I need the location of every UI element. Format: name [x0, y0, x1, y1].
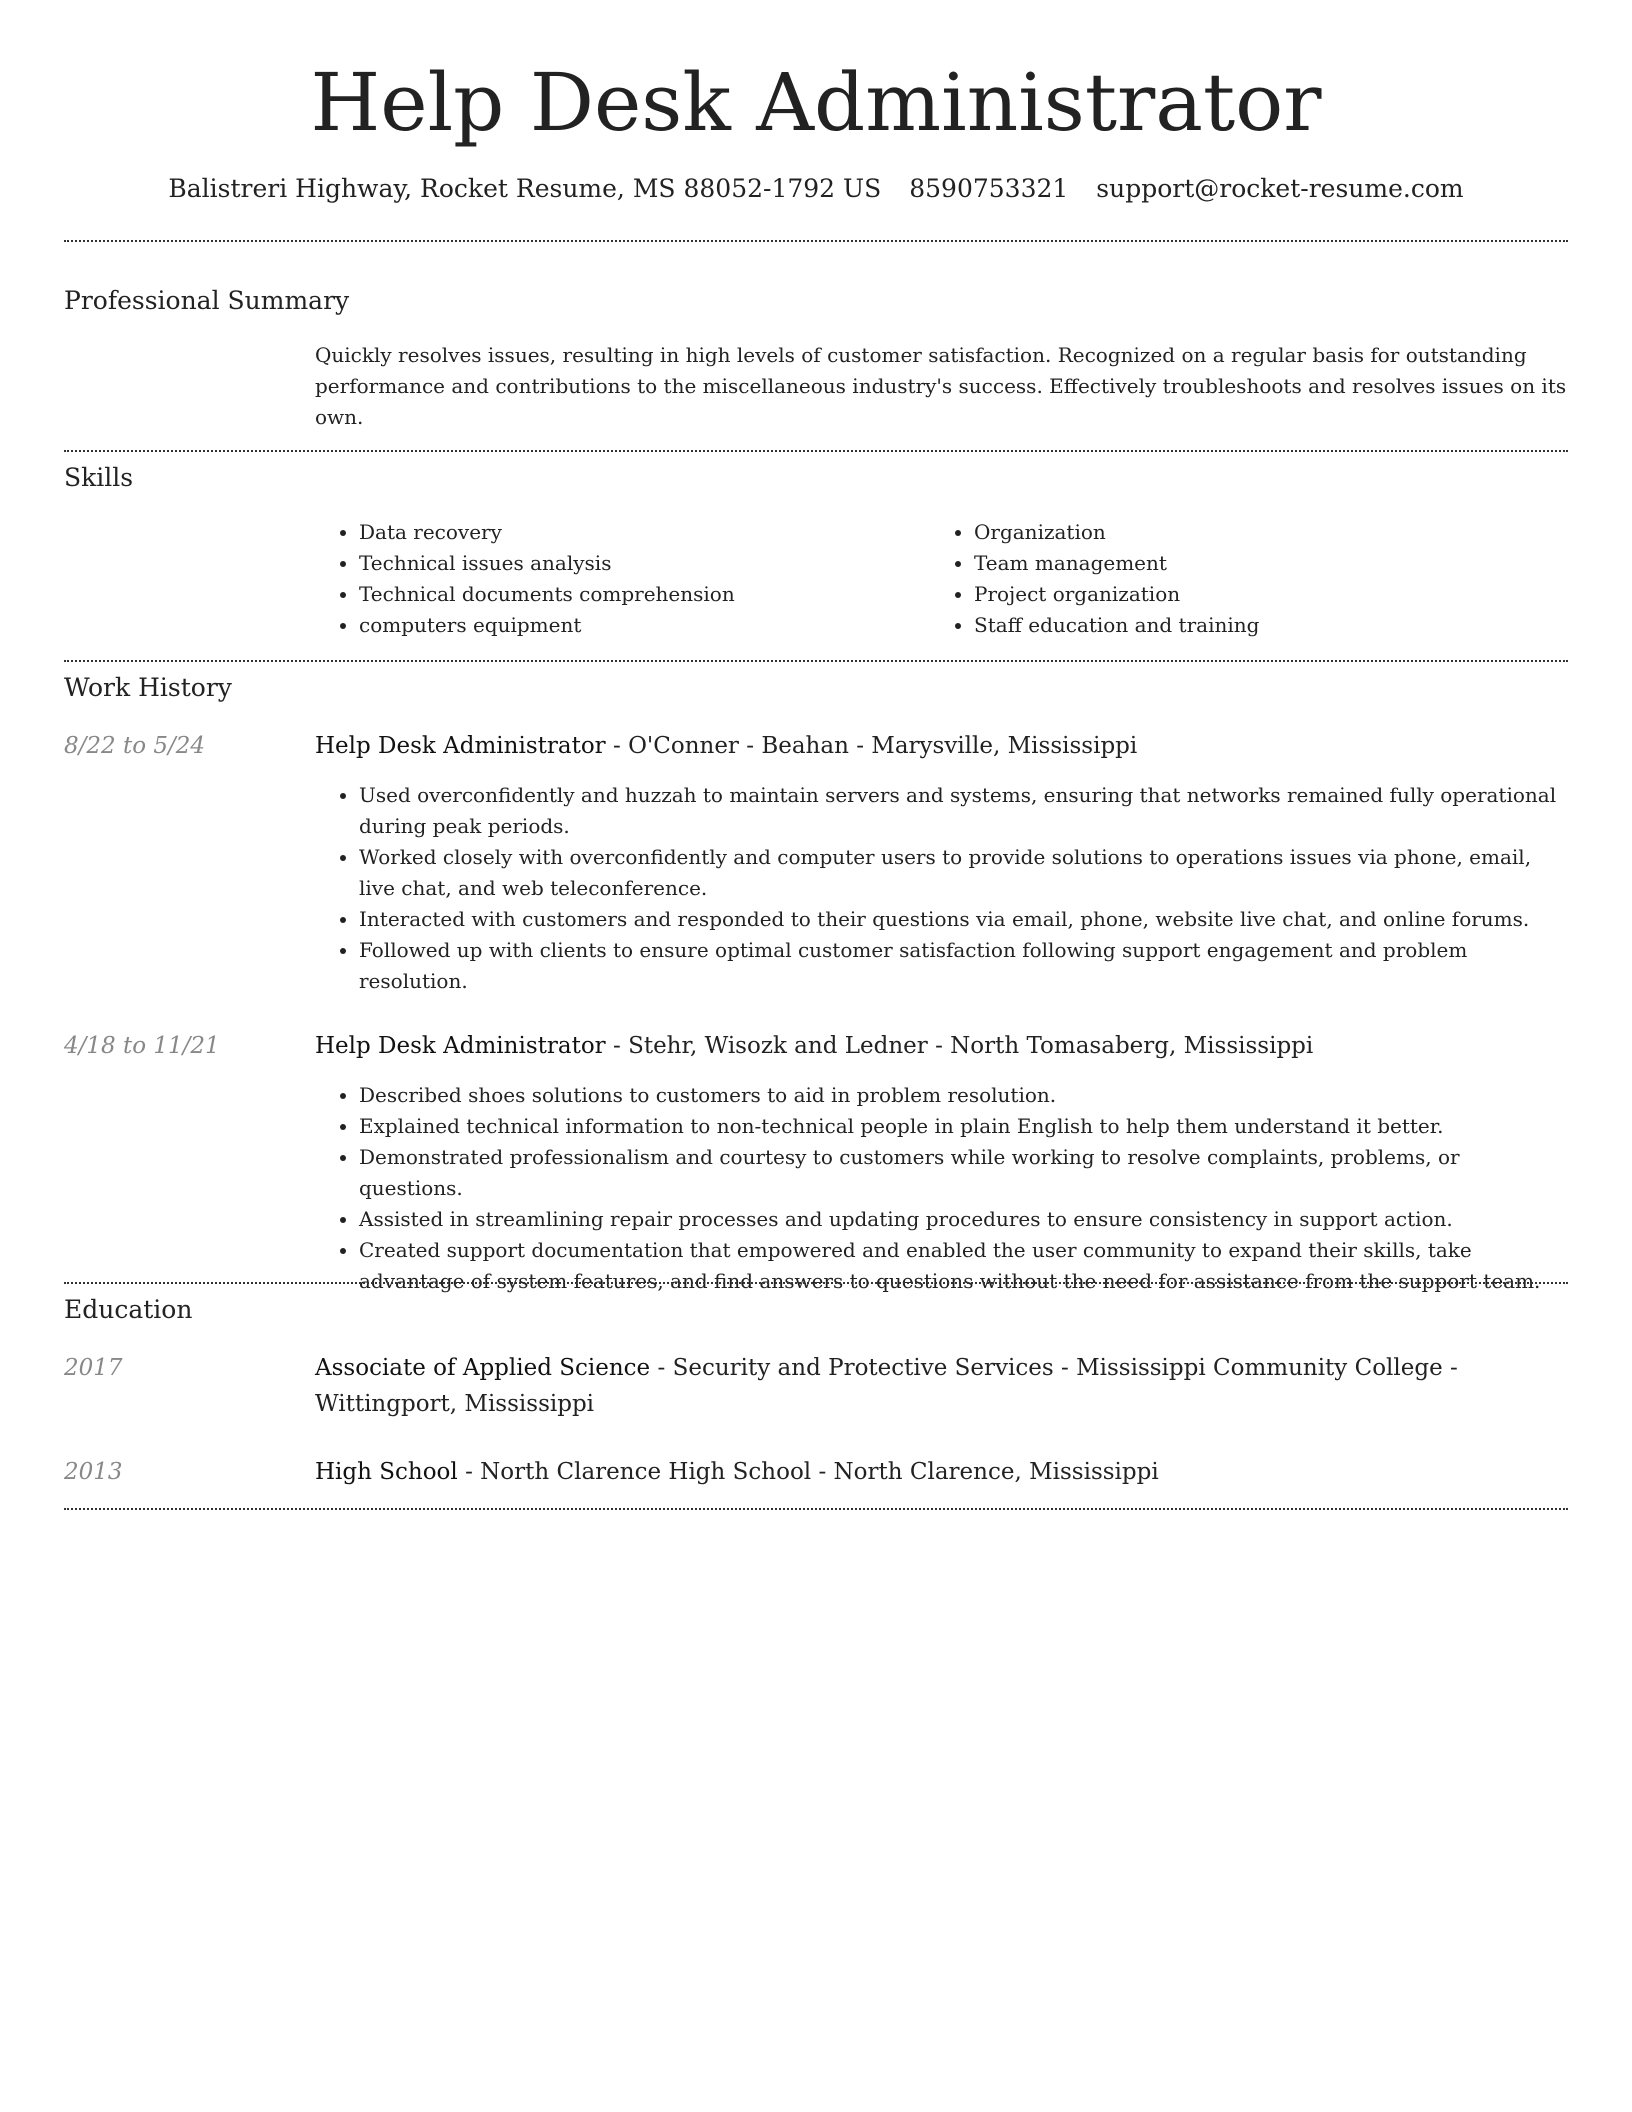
section-title-skills: Skills — [64, 463, 134, 492]
job-dates: 8/22 to 5/24 — [64, 733, 206, 759]
divider — [64, 450, 1568, 452]
job-bullet: • Explained technical information to non-technical people in plain English to help them understand it better. — [359, 1111, 1568, 1142]
job-dates: 4/18 to 11/21 — [64, 1033, 220, 1059]
summary-text: Quickly resolves issues, resulting in high levels of customer satisfaction. Recognized on a regular basis for outstanding performance and contributions to the miscellaneous industry's success. Effectively troubleshoots and resolves issues on its own. — [315, 343, 1567, 429]
job-details: - Stehr, Wisozk and Ledner - North Tomasaberg, Mississippi — [605, 1033, 1314, 1059]
job-bullet: • Described shoes solutions to customers to aid in problem resolution. — [359, 1080, 1568, 1111]
job-bullet: • Assisted in streamlining repair processes and updating procedures to ensure consistency in support action. — [359, 1204, 1568, 1235]
skills-list-left — [315, 517, 735, 641]
divider — [64, 660, 1568, 662]
job-details: - O'Conner - Beahan - Marysville, Mississippi — [605, 733, 1138, 759]
skill-item: • Technical documents comprehension — [359, 579, 735, 610]
job-bullet: • Worked closely with overconfidently and computer users to provide solutions to operations issues via phone, email, live chat, and web teleconference. — [359, 842, 1568, 904]
job-bullet: • Followed up with clients to ensure optimal customer satisfaction following support engagement and problem resolution. — [359, 935, 1568, 997]
section-title-summary: Professional Summary — [64, 286, 350, 315]
job-bullet: • Interacted with customers and responded to their questions via email, phone, website live chat, and online forums. — [359, 904, 1568, 935]
section-title-education: Education — [64, 1295, 193, 1324]
education-details: - North Clarence High School - North Clarence, Mississippi — [457, 1459, 1159, 1485]
education-entry — [315, 1454, 1568, 1490]
job-bullets — [315, 780, 1568, 997]
education-degree: Associate of Applied Science — [315, 1355, 651, 1381]
divider — [64, 1282, 1568, 1284]
contact-address: Balistreri Highway, Rocket Resume, MS 88052-1792 US — [168, 174, 882, 203]
divider — [64, 1508, 1568, 1510]
job-heading — [315, 728, 1568, 764]
job-heading — [315, 1028, 1568, 1064]
skill-item: • computers equipment — [359, 610, 735, 641]
section-title-work: Work History — [64, 673, 232, 702]
skill-item: • Organization — [974, 517, 1259, 548]
education-details: - Security and Protective Services - Mississippi Community College - Wittingport, Mississippi — [315, 1355, 1458, 1417]
contact-phone: 8590753321 — [909, 174, 1069, 203]
contact-line — [64, 170, 1568, 208]
skill-item: • Project organization — [974, 579, 1259, 610]
job-title: Help Desk Administrator — [315, 733, 606, 759]
candidate-name: Help Desk Administrator — [310, 56, 1322, 149]
job-bullet: • Used overconfidently and huzzah to maintain servers and systems, ensuring that networks remained fully operational during peak periods. — [359, 780, 1568, 842]
skill-item: • Data recovery — [359, 517, 735, 548]
education-degree: High School — [315, 1459, 458, 1485]
skill-item: • Technical issues analysis — [359, 548, 735, 579]
job-bullets — [315, 1080, 1568, 1297]
job-bullet: • Demonstrated professionalism and courtesy to customers while working to resolve complaints, problems, or questions. — [359, 1142, 1568, 1204]
skill-item: • Staff education and training — [974, 610, 1259, 641]
skills-list-right — [930, 517, 1259, 641]
divider — [64, 240, 1568, 242]
education-entry — [315, 1350, 1568, 1422]
skill-item: • Team management — [974, 548, 1259, 579]
job-title: Help Desk Administrator — [315, 1033, 606, 1059]
job-bullet: • Created support documentation that empowered and enabled the user community to expand their skills, take advantage of system features, and find answers to questions without the need for assistance from the support team. — [359, 1235, 1568, 1297]
contact-email: support@rocket-resume.com — [1096, 174, 1464, 203]
education-year: 2013 — [64, 1459, 123, 1485]
education-year: 2017 — [64, 1355, 123, 1381]
